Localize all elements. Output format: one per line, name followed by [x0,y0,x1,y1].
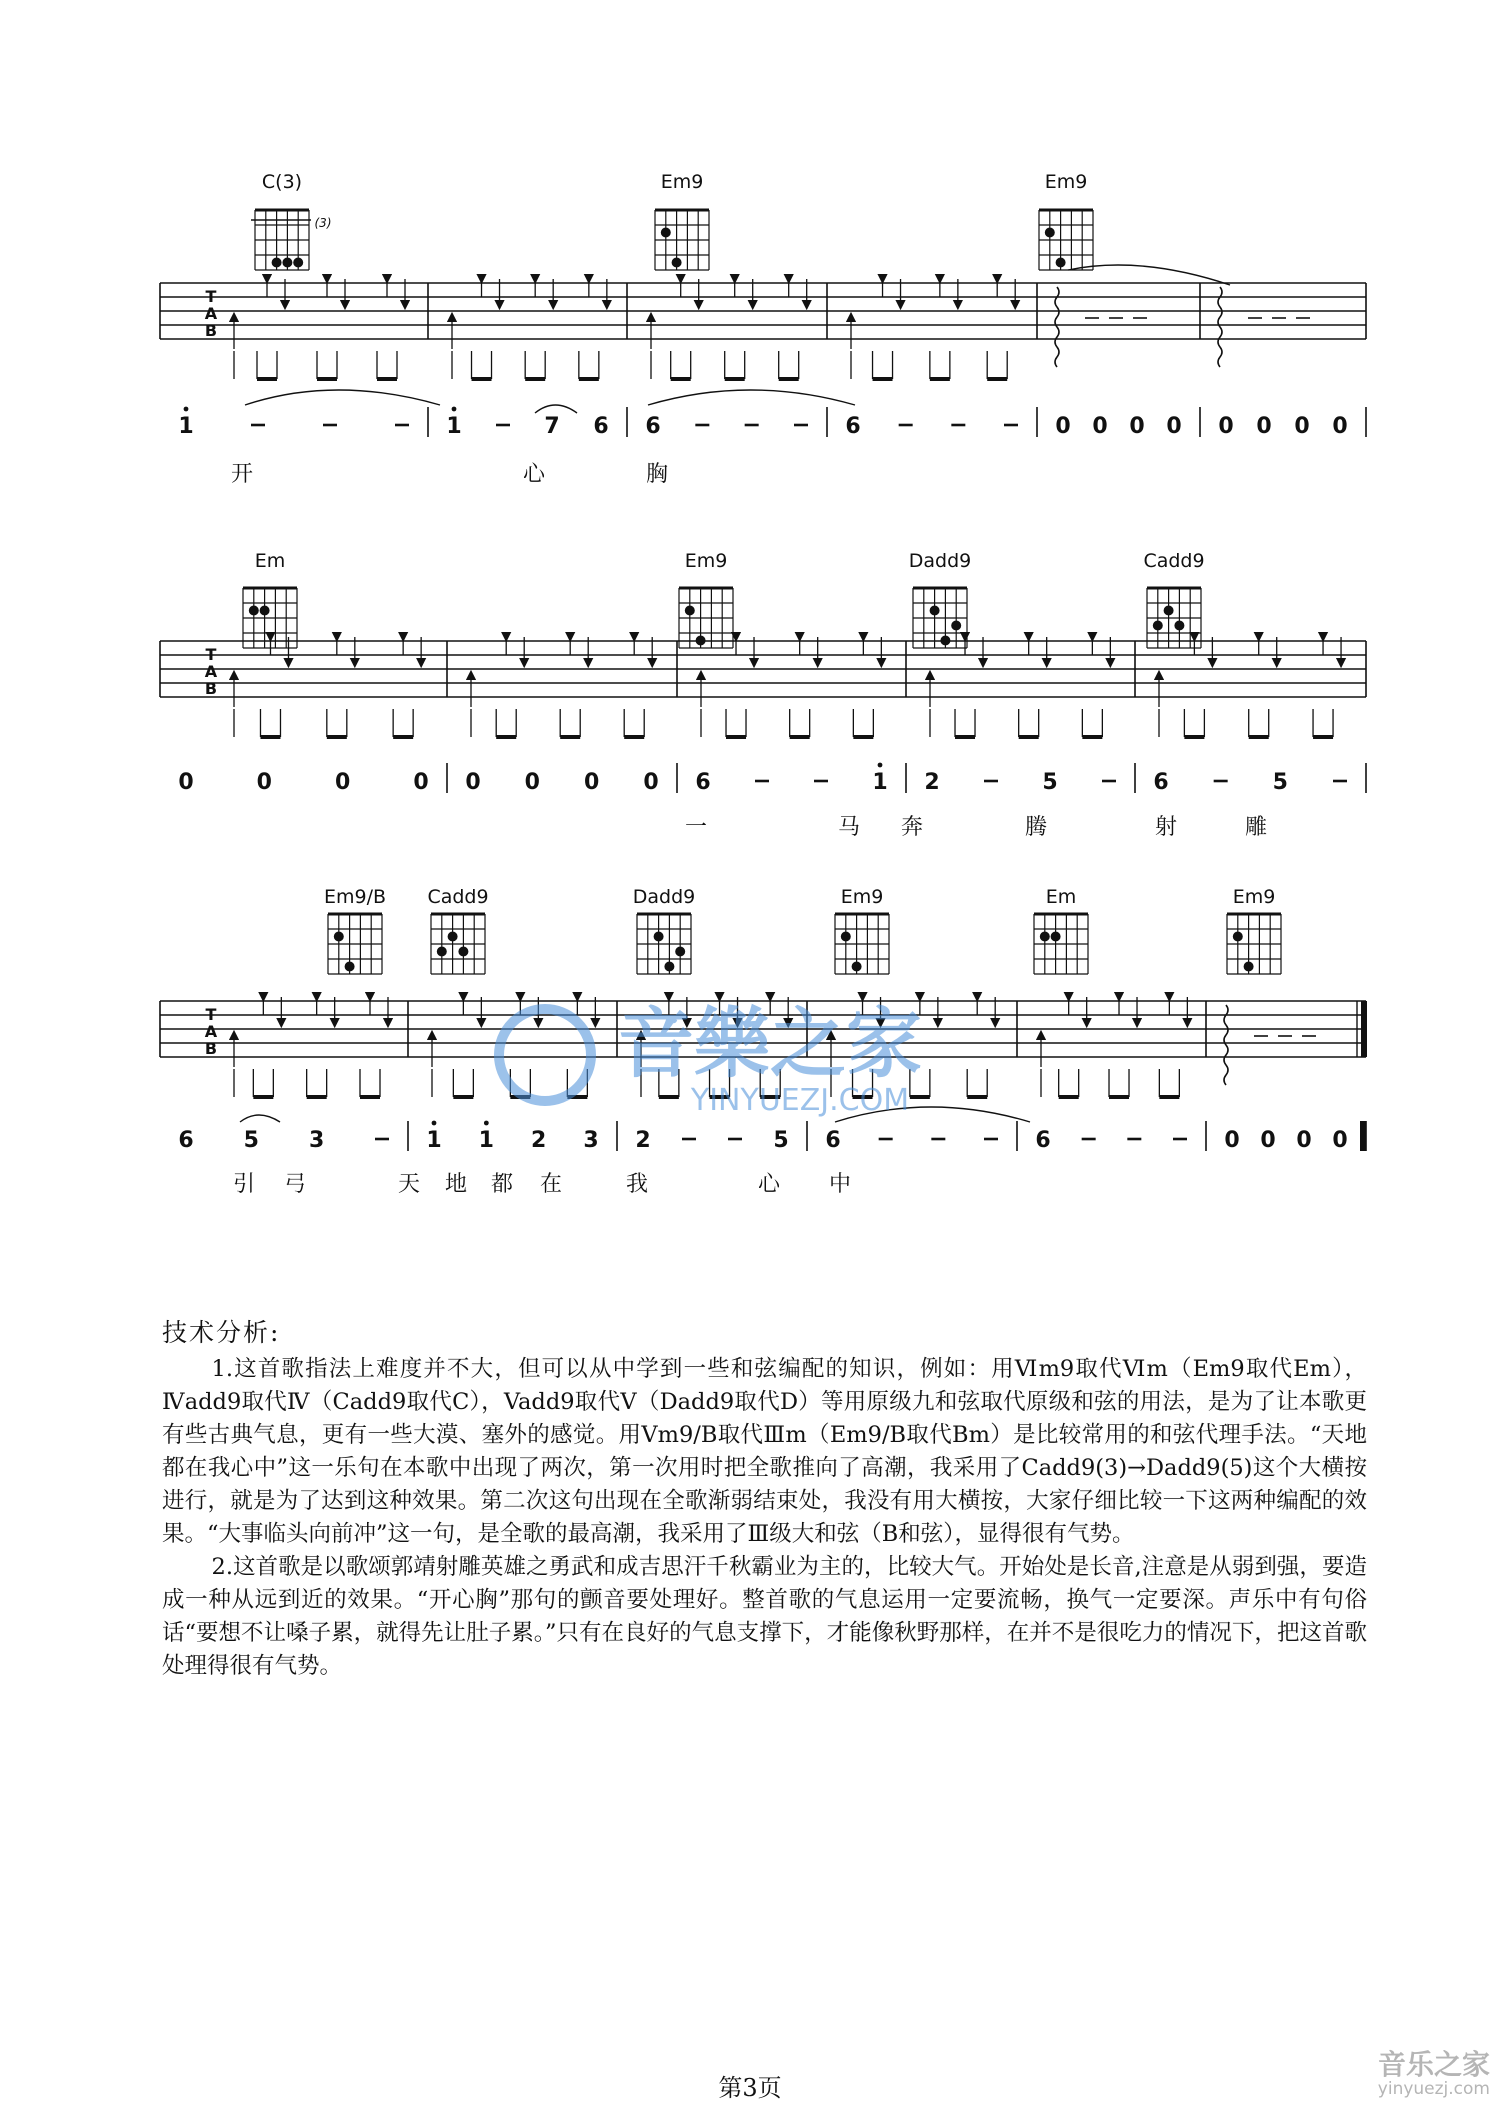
high-octave-dot [484,1121,489,1126]
chord-diagram [1039,171,1093,270]
lyric-char: 天 [397,1172,421,1197]
chord-diagram [679,550,733,648]
watermark [499,999,922,1118]
chord-name: Em [254,550,286,572]
chord-finger-dot [1040,932,1050,942]
chord-finger-dot [1233,932,1243,942]
chord-finger-dot [1045,228,1055,238]
chord-finger-dot [458,947,468,957]
jianpu-note: 2 [531,1128,547,1153]
jianpu-note: 0 [1260,1128,1276,1153]
jianpu-note: 0 [256,770,272,795]
jianpu-note: 6 [825,1128,841,1153]
slur [240,1115,280,1122]
chord-name: Em9 [840,886,884,908]
slur [535,405,577,413]
lyric-char: 雕 [1244,815,1268,840]
tab-system-1 [160,171,1366,487]
arpeggio-mark [1218,287,1222,367]
jianpu-note: 0 [1055,414,1071,439]
tie [1068,265,1230,285]
tab-letter: T [205,1005,217,1024]
jianpu-note: 0 [1332,414,1348,439]
final-bar [1361,1001,1367,1057]
jianpu-note: 0 [1296,1128,1312,1153]
tab-letter: T [205,287,217,306]
jianpu-note: 0 [1218,414,1234,439]
chord-diagram [427,886,488,974]
watermark-logo [499,1009,591,1101]
chord-finger-dot [696,636,706,646]
jianpu-note: 0 [1256,414,1272,439]
jianpu-note: 3 [309,1128,325,1153]
lyric-char: 在 [539,1172,563,1197]
chord-finger-dot [1056,258,1066,268]
page-number: 第3页 [718,2074,782,2102]
lyric-char: 中 [828,1172,852,1197]
lyric-char: 都 [490,1172,514,1197]
tab-letter: A [204,662,218,681]
high-octave-dot [452,407,457,412]
chord-diagram [633,886,695,974]
site-stamp [1378,2050,1490,2098]
chord-finger-dot [654,932,664,942]
high-octave-dot [432,1121,437,1126]
lyric-char: 一 [684,815,708,840]
chord-diagram [1143,550,1204,648]
jianpu-note: 1 [446,414,462,439]
chord-finger-dot [282,258,292,268]
lyric-char: 开 [230,462,254,487]
jianpu-note: 5 [773,1128,789,1153]
site-stamp-url: yinyuezj.com [1377,2079,1490,2099]
site-stamp-title: 音乐之家 [1377,2048,1490,2081]
chord-name: Em9 [1232,886,1276,908]
chord-diagram [1034,886,1088,974]
jianpu-note: 5 [1272,770,1288,795]
chord-name: C(3) [261,171,303,193]
jianpu-note: 6 [593,414,609,439]
jianpu-note: 0 [1224,1128,1240,1153]
jianpu-note: 2 [635,1128,651,1153]
chord-finger-dot [334,932,344,942]
jianpu-note: 0 [584,770,600,795]
jianpu-note: 1 [872,770,888,795]
chord-diagram [251,171,332,270]
jianpu-note: 0 [1129,414,1145,439]
lyric-char: 奔 [900,815,924,840]
jianpu-final-bar [1360,1121,1366,1151]
chord-finger-dot [685,606,695,616]
chord-finger-dot [1244,962,1254,972]
jianpu-note: 1 [478,1128,494,1153]
chord-finger-dot [841,932,851,942]
lyric-char: 引 [232,1172,256,1197]
chord-finger-dot [661,228,671,238]
chord-finger-dot [664,962,674,972]
chord-name: Dadd9 [632,886,696,908]
tab-letter: T [205,645,217,664]
high-octave-dot [184,407,189,412]
chord-finger-dot [272,258,282,268]
technical-analysis [162,1316,1367,1683]
watermark-text: 音樂之家 [618,999,922,1088]
chord-name: Em [1045,886,1077,908]
analysis-heading: 技术分析: [162,1318,281,1347]
arpeggio-mark [1224,1005,1228,1085]
chord-finger-dot [1153,621,1163,631]
jianpu-note: 0 [1166,414,1182,439]
jianpu-note: 6 [845,414,861,439]
chord-name: Em9 [1044,171,1088,193]
chord-finger-dot [293,258,303,268]
jianpu-note: 0 [335,770,351,795]
chord-finger-dot [940,636,950,646]
chord-finger-dot [260,606,270,616]
chord-finger-dot [448,932,458,942]
chord-finger-dot [1174,621,1184,631]
jianpu-note: 6 [1153,770,1169,795]
tab-letter: B [204,679,218,698]
jianpu-note: 6 [1035,1128,1051,1153]
jianpu-note: 0 [1092,414,1108,439]
tab-letter: B [204,1039,218,1058]
lyric-char: 心 [757,1172,781,1197]
jianpu-note: 0 [643,770,659,795]
chord-name: Cadd9 [427,886,489,908]
jianpu-note: 0 [178,770,194,795]
jianpu-note: 6 [695,770,711,795]
chord-fret-marker: (3) [314,216,332,230]
chord-finger-dot [345,962,355,972]
lyric-char: 胸 [645,462,669,487]
jianpu-note: 0 [1294,414,1310,439]
chord-name: Em9 [684,550,728,572]
jianpu-note: 5 [243,1128,259,1153]
chord-finger-dot [672,258,682,268]
jianpu-note: 1 [178,414,194,439]
jianpu-note: 3 [583,1128,599,1153]
jianpu-note: 7 [544,414,560,439]
tab-letter: A [204,1022,218,1041]
watermark-url: YINYUEZJ.COM [690,1083,910,1118]
lyric-char: 地 [444,1172,468,1197]
chord-finger-dot [1164,606,1174,616]
chord-finger-dot [930,606,940,616]
high-octave-dot [878,763,883,768]
jianpu-note: 2 [924,770,940,795]
chord-diagram [243,550,297,648]
analysis-paragraph-1: 1.这首歌指法上难度并不大，但可以从中学到一些和弦编配的知识，例如：用Ⅵm9取代Ⅵm（Em9取代Em），Ⅳadd9取代Ⅳ（Cadd9取代C），Vadd9取代V（Dadd9取代D）等用原级九和弦取代原级和弦的用法，是为了让本歌更有些古典气息，更有一些大漠、塞外的感觉。用Vm9/B取代Ⅲm（Em9/B取代Bm）是比较常用的和弦代理手法。“天地都在我心中”这一乐句在本歌中出现了两次，第一次用时把全歌推向了高潮，我采用了Cadd9(3)→Dadd9(5)这个大横按进行，就是为了达到这种效果。第二次这句出现在全歌渐弱结束处，我没有用大横按，大家仔细比较一下这两种编配的效果。“大事临头向前冲”这一句，是全歌的最高潮，我采用了Ⅲ级大和弦（B和弦），显得很有气势。 [162,1356,1367,1547]
chord-finger-dot [1051,932,1061,942]
jianpu-note: 0 [1332,1128,1348,1153]
chord-finger-dot [437,947,447,957]
jianpu-note: 6 [645,414,661,439]
lyric-char: 我 [625,1172,649,1197]
chord-diagram [909,550,971,648]
jianpu-note: 0 [524,770,540,795]
tab-system-2 [160,550,1366,840]
chord-diagram [1227,886,1281,974]
jianpu-note: 0 [413,770,429,795]
analysis-paragraph-2: 2.这首歌是以歌颂郭靖射雕英雄之勇武和成吉思汗千秋霸业为主的，比较大气。开始处是长音,注意是从弱到强，要造成一种从远到近的效果。“开心胸”那句的颤音要处理好。整首歌的气息运用一定要流畅，换气一定要深。声乐中有句俗话“要想不让嗓子累，就得先让肚子累。”只有在良好的气息支撑下，才能像秋野那样，在并不是很吃力的情况下，把这首歌处理得很有气势。 [162,1554,1367,1679]
jianpu-note: 5 [1042,770,1058,795]
chord-name: Cadd9 [1143,550,1205,572]
chord-name: Dadd9 [908,550,972,572]
slur [648,390,855,405]
arpeggio-mark [1055,287,1059,367]
chord-diagram [835,886,889,974]
lyric-char: 腾 [1024,815,1048,840]
chord-finger-dot [852,962,862,972]
jianpu-note: 1 [426,1128,442,1153]
chord-finger-dot [249,606,259,616]
slur [245,390,440,405]
chord-name: Em9 [660,171,704,193]
jianpu-note: 6 [178,1128,194,1153]
chord-name: Em9/B [323,886,387,908]
lyric-char: 马 [837,815,861,840]
lyric-char: 心 [522,462,546,487]
lyric-char: 射 [1154,815,1178,840]
tab-letter: B [204,321,218,340]
chord-finger-dot [675,947,685,957]
chord-diagram [324,886,386,974]
chord-finger-dot [951,621,961,631]
lyric-char: 弓 [283,1172,307,1197]
chord-diagram [655,171,709,270]
jianpu-note: 0 [465,770,481,795]
tab-letter: A [204,304,218,323]
